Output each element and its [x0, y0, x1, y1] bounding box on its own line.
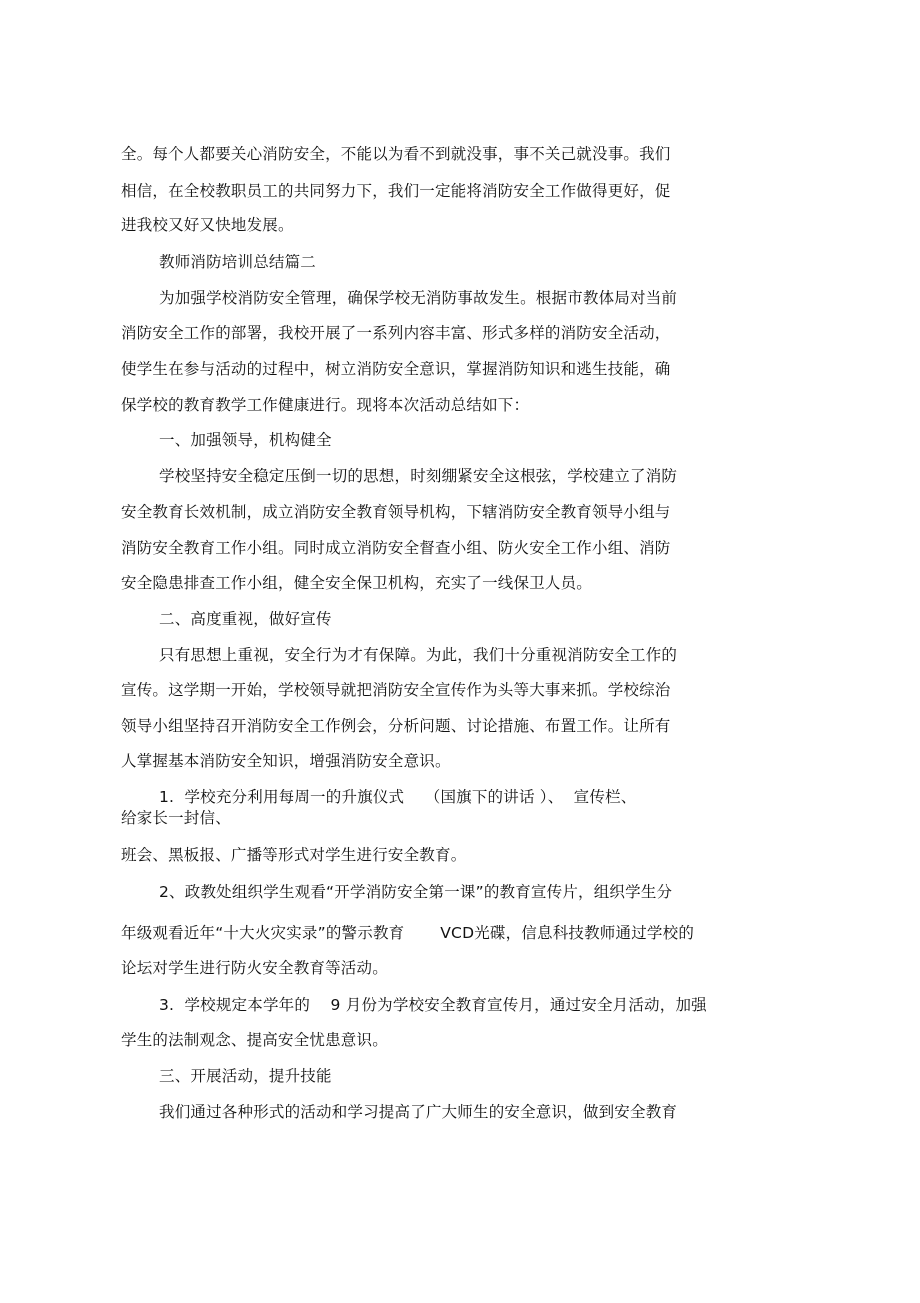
paragraph-line: 消防安全工作的部署，我校开展了一系列内容丰富、形式多样的消防安全活动，	[121, 324, 671, 342]
paragraph-line: 宣传。这学期一开始，学校领导就把消防安全宣传作为头等大事来抓。学校综治	[121, 681, 671, 699]
section-title: 教师消防培训总结篇二	[159, 253, 317, 271]
list-item-line: 2、政教处组织学生观看“开学消防安全第一课”的教育宣传片，组织学生分	[159, 883, 673, 901]
list-item-line: 1. 学校充分利用每周一的升旗仪式 （国旗下的讲话 ）、 宣传栏、	[159, 788, 637, 806]
list-item-line: 3. 学校规定本学年的 9 月份为学校安全教育宣传月，通过安全月活动，加强	[159, 996, 707, 1014]
list-item-line: 学生的法制观念、提高安全忧患意识。	[121, 1031, 388, 1049]
paragraph-line: 消防安全教育工作小组。同时成立消防安全督查小组、防火安全工作小组、消防	[121, 539, 671, 557]
section-heading: 二、高度重视，做好宣传	[159, 610, 332, 628]
paragraph-line: 学校坚持安全稳定压倒一切的思想，时刻绷紧安全这根弦，学校建立了消防	[159, 467, 678, 485]
paragraph-line: 进我校又好又快地发展。	[121, 216, 294, 234]
paragraph-line: 我们通过各种形式的活动和学习提高了广大师生的安全意识，做到安全教育	[159, 1103, 678, 1121]
section-heading: 三、开展活动，提升技能	[159, 1067, 332, 1085]
list-item-line: 论坛对学生进行防火安全教育等活动。	[121, 959, 388, 977]
paragraph-line: 安全教育长效机制，成立消防安全教育领导机构，下辖消防安全教育领导小组与	[121, 503, 671, 521]
paragraph-line: 人掌握基本消防安全知识，增强消防安全意识。	[121, 752, 451, 770]
list-item-line: 班会、黑板报、广播等形式对学生进行安全教育。	[121, 846, 467, 864]
list-item-line: 给家长一封信、	[121, 809, 231, 827]
paragraph-line: 只有思想上重视，安全行为才有保障。为此，我们十分重视消防安全工作的	[159, 646, 678, 664]
paragraph-line: 全。每个人都要关心消防安全，不能以为看不到就没事，事不关己就没事。我们	[121, 145, 671, 163]
list-item-line: 年级观看近年“十大火灾实录”的警示教育 VCD光碟，信息科技教师通过学校的	[121, 924, 695, 942]
paragraph-line: 使学生在参与活动的过程中，树立消防安全意识，掌握消防知识和逃生技能，确	[121, 360, 671, 378]
paragraph-line: 领导小组坚持召开消防安全工作例会，分析问题、讨论措施、布置工作。让所有	[121, 717, 671, 735]
paragraph-line: 为加强学校消防安全管理，确保学校无消防事故发生。根据市教体局对当前	[159, 289, 678, 307]
section-heading: 一、加强领导，机构健全	[159, 431, 332, 449]
paragraph-line: 安全隐患排查工作小组，健全安全保卫机构，充实了一线保卫人员。	[121, 574, 593, 592]
paragraph-line: 相信，在全校教职员工的共同努力下，我们一定能将消防安全工作做得更好，促	[121, 182, 671, 200]
paragraph-line: 保学校的教育教学工作健康进行。现将本次活动总结如下：	[121, 396, 530, 414]
